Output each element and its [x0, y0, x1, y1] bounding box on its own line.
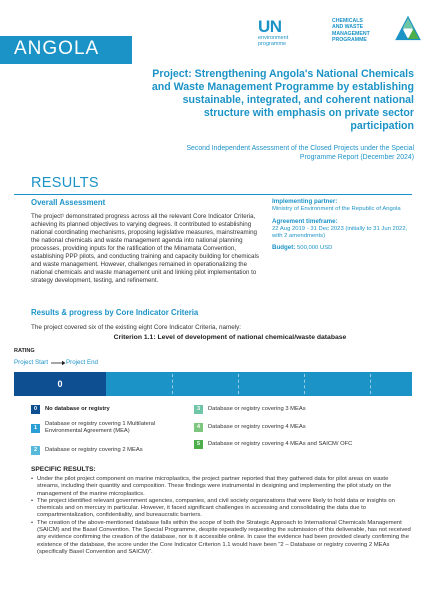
legend-swatch: 0: [31, 405, 40, 414]
specific-results-list: [31, 476, 412, 556]
cwm-triangle-icon: [395, 16, 421, 42]
legend-item: [194, 423, 364, 432]
unep-logo: [258, 18, 320, 46]
criterion-title: Criterion 1.1: Level of development of national chemical/waste database: [113, 334, 347, 341]
criteria-coverage-text: The project covered six of the existing eight Core Indicator Criteria, namely:: [31, 324, 241, 331]
budget-label: Budget:: [272, 244, 296, 252]
legend-label: Database or registry covering 4 MEAs and SAICM/ OFC: [208, 441, 353, 447]
partner-label: Implementing partner:: [272, 198, 338, 205]
timeframe-value: 22 Aug 2019 - 31 Dec 2023 (initially to 31 Jun 2022, with 2 amendments): [272, 225, 408, 240]
legend-label: Database or registry covering 2 MEAs: [45, 447, 143, 453]
cwm-line-4: PROGRAMME: [332, 37, 367, 44]
legend-swatch: 3: [194, 405, 203, 414]
rating-scale-tick: [370, 374, 371, 394]
legend-label: Database or registry covering 3 MEAs: [208, 406, 306, 412]
project-facts-sidebar: [272, 198, 412, 253]
unep-letters: UN: [258, 17, 282, 36]
list-item: • The creation of the above-mentioned database falls within the scope of both the Strategic Approach to International Chemicals Management (SAICM) and the Basel Convention. The Special Programme, despite repeatedly requesting the submission of this deliverable, has not received any evidence confirming the creation of the database, nor is it accessible online. In case the evidence had been provided clearly confirming the existence of the database, the score under the Core Indicator Criterion 1.1 would have been "2 – Database or registry covering 2 MEAs (specifically Basel Convention and SAICM)".: [31, 520, 412, 556]
project-start-label: Project Start: [14, 359, 49, 366]
legend-item: [194, 440, 364, 449]
report-subtitle: Second Independent Assessment of the Closed Projects under the Special Programme Report (December 2024): [186, 145, 414, 161]
rating-value-cell: 0: [14, 372, 106, 396]
criteria-heading: Results & progress by Core Indicator Criteria: [31, 308, 199, 317]
legend-swatch: 1: [31, 424, 40, 433]
timeframe-label: Agreement timeframe:: [272, 217, 338, 225]
cwm-line-3: MANAGEMENT: [332, 30, 370, 37]
cwm-program-logo-text: [332, 18, 396, 44]
legend-label: No database or registry: [45, 406, 110, 412]
specific-results-heading: SPECIFIC RESULTS:: [31, 466, 96, 473]
unep-sub-line-1: environment: [258, 35, 289, 41]
project-end-label: Project End: [66, 359, 98, 366]
legend-item: [194, 405, 364, 414]
arrow-right-icon: [50, 360, 66, 366]
list-item: • The project identified relevant government agencies, companies, and civil society organizations that were likely to hold data or insights on chemicals and on mercury in particular. However, it faced significant challenges in accessing and consolidating the data due to compartmentalization, confidentiality, and bureaucratic barriers.: [31, 498, 412, 520]
rating-scale-tick: [172, 374, 173, 394]
legend-label: Database or registry covering 1 Multilateral Environmental Agreement (MEA): [45, 421, 156, 434]
legend-swatch: 4: [194, 423, 203, 432]
rating-label: RATING: [14, 348, 35, 354]
overall-assessment-text: The project¹ demonstrated progress across all the relevant Core Indicator Criteria, achieving its planned objectives to varying degrees. It contributed to establishing national coordinating mechanisms, proposing legislative measures, mainstreaming the national chemicals and waste management agenda into national planning processes, providing inputs for the ratification of the Minamata Convention, establishing PPP pilots, and conducting training and capacity building for chemicals and waste management. However, challenges remained in operationalizing the national chemicals and waste management unit and linking pilot implementation to strategy development, testing, and refinement.: [31, 213, 259, 284]
legend-item: [31, 446, 181, 455]
partner-value: Ministry of Environment of the Republic of Angola: [272, 206, 401, 213]
country-name: ANGOLA: [14, 38, 100, 59]
legend-swatch: 2: [31, 446, 40, 455]
legend-label: Database or registry covering 4 MEAs: [208, 424, 306, 430]
legend-item: [31, 405, 181, 414]
project-title: Project: Strengthening Angola's National Chemicals and Waste Management Programme by establishing sustainable, integrated, and coherent national structure with emphasis on private sector participation: [151, 68, 414, 132]
results-divider: [14, 194, 412, 195]
list-item: • Under the pilot project component on marine microplastics, the project partner reported that they gathered data for pilot areas on waste streams, including their quantity and composition. These findings were instrumental in designing and implementing the pilot study on the management of the marine microplastics.: [31, 476, 412, 498]
results-heading: RESULTS: [31, 175, 99, 191]
budget-value: 500,000 USD: [297, 245, 333, 252]
overall-assessment-heading: Overall Assessment: [31, 198, 106, 207]
cwm-line-1: CHEMICALS: [332, 18, 363, 24]
rating-scale-tick: [304, 374, 305, 394]
unep-sub-line-2: programme: [258, 41, 287, 47]
cwm-line-2: AND WASTE: [332, 24, 364, 31]
legend-item: [31, 421, 181, 435]
rating-scale-tick: [238, 374, 239, 394]
legend-swatch: 5: [194, 440, 203, 449]
